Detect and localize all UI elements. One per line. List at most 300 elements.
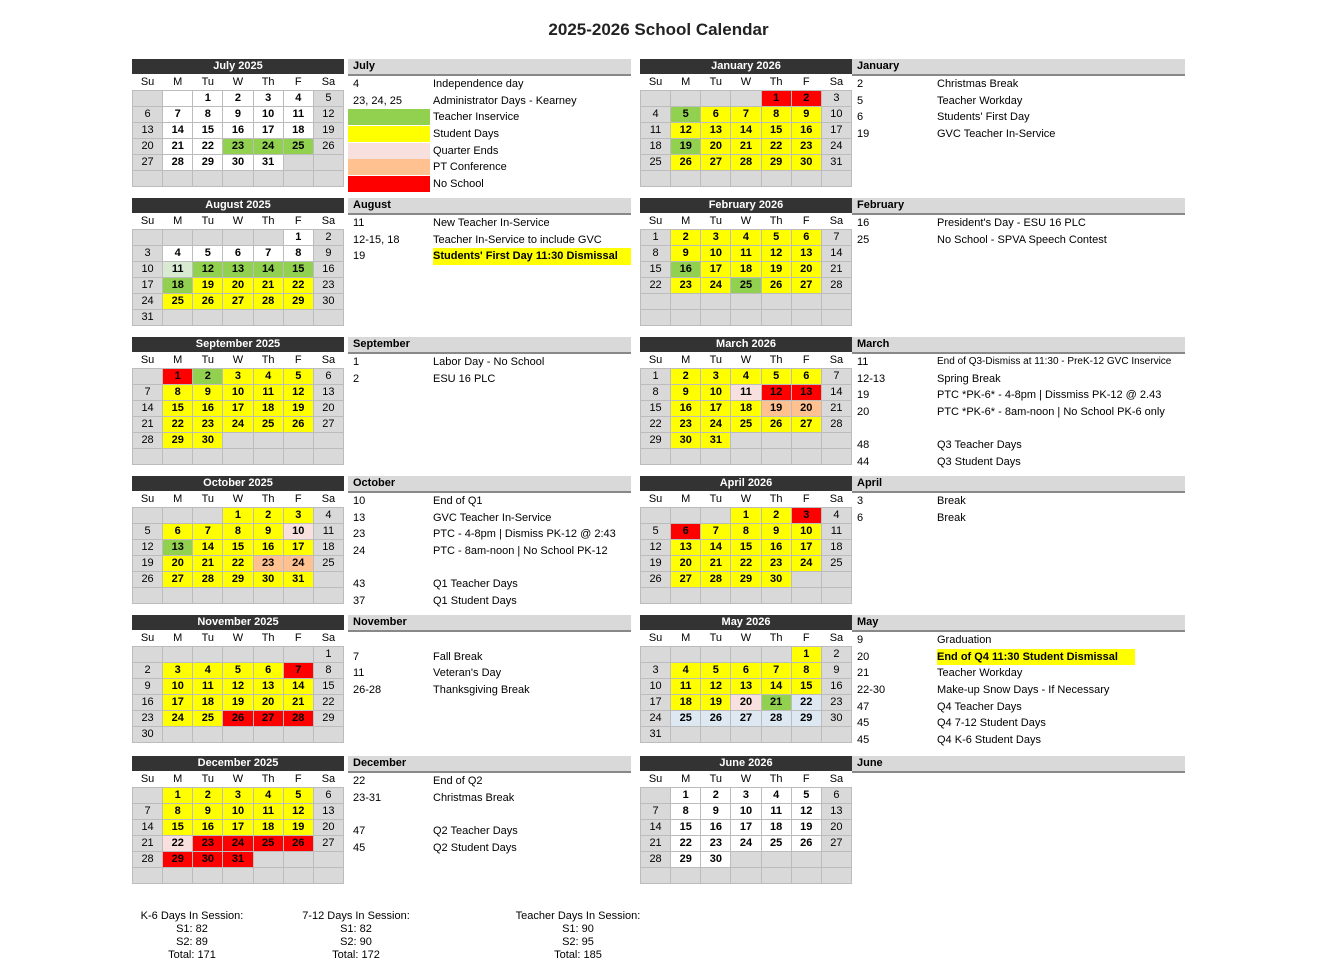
day-cell: 21 (163, 139, 193, 155)
day-cell: 10 (731, 804, 761, 820)
day-cell (193, 171, 223, 187)
day-cell: 21 (253, 278, 283, 294)
event-row (852, 632, 1185, 649)
day-cell (253, 433, 283, 449)
event-date: 13 (353, 511, 366, 524)
weekday-header: Sa (313, 74, 343, 91)
event-description: Teacher Workday (937, 94, 1023, 107)
week-row (641, 294, 852, 310)
day-cell (283, 868, 313, 884)
day-cell: 8 (283, 246, 313, 262)
day-cell (671, 91, 701, 107)
event-description: Q4 7-12 Student Days (937, 717, 1046, 730)
day-cell: 5 (761, 230, 791, 246)
day-cell (313, 433, 343, 449)
week-row (133, 508, 344, 524)
week-row (133, 524, 344, 540)
week-row (641, 852, 852, 868)
weekday-header: Sa (821, 630, 851, 647)
summary-s2: S2: 89 (176, 936, 208, 948)
day-cell (283, 449, 313, 465)
weekday-header: W (731, 491, 761, 508)
month-title: June 2026 (640, 756, 852, 771)
event-row (348, 649, 631, 666)
month-title: December 2025 (132, 756, 344, 771)
event-date: 37 (353, 595, 366, 608)
event-date: 24 (353, 545, 366, 558)
day-cell (313, 572, 343, 588)
day-cell (163, 171, 193, 187)
event-row (348, 371, 631, 388)
day-cell: 17 (701, 401, 731, 417)
day-cell: 27 (223, 294, 253, 310)
day-cell: 20 (313, 820, 343, 836)
day-cell (731, 852, 761, 868)
weekday-header: Tu (701, 771, 731, 788)
event-row (852, 510, 1185, 527)
event-description: PTC *PK-6* - 8am-noon | No School PK-6 only (937, 406, 1165, 419)
month-grid (132, 491, 344, 604)
weekday-header-row (133, 352, 344, 369)
day-cell: 13 (223, 262, 253, 278)
weekday-header: F (283, 352, 313, 369)
week-row (641, 572, 852, 588)
day-cell: 9 (791, 107, 821, 123)
day-cell: 26 (761, 278, 791, 294)
day-cell: 17 (731, 820, 761, 836)
day-cell: 8 (731, 524, 761, 540)
day-cell: 15 (791, 679, 821, 695)
events-heading: November (348, 615, 631, 632)
month-title: September 2025 (132, 337, 344, 352)
month-title: May 2026 (640, 615, 852, 630)
day-cell: 8 (641, 385, 671, 401)
day-cell: 22 (223, 556, 253, 572)
day-cell: 24 (283, 556, 313, 572)
day-cell (283, 588, 313, 604)
day-cell (701, 449, 731, 465)
day-cell: 1 (791, 647, 821, 663)
day-cell: 13 (313, 804, 343, 820)
day-cell (731, 727, 761, 743)
event-description: End of Q4 11:30 Student Dismissal (937, 649, 1135, 666)
month-calendar (640, 615, 852, 743)
week-row (133, 310, 344, 326)
weekday-header: Th (253, 352, 283, 369)
day-cell: 8 (163, 804, 193, 820)
day-cell (791, 294, 821, 310)
week-row (133, 417, 344, 433)
weekday-header: Th (761, 352, 791, 369)
day-cell: 4 (731, 230, 761, 246)
day-cell (731, 449, 761, 465)
weekday-header: Sa (821, 213, 851, 230)
day-cell (701, 294, 731, 310)
month-title: July 2025 (132, 59, 344, 74)
day-cell: 9 (761, 524, 791, 540)
day-cell: 26 (761, 417, 791, 433)
weekday-header-row (133, 213, 344, 230)
event-date: 6 (857, 511, 864, 524)
day-cell: 29 (223, 572, 253, 588)
day-cell: 21 (641, 836, 671, 852)
day-cell (731, 588, 761, 604)
event-row (348, 354, 631, 371)
weekday-header: Su (133, 352, 163, 369)
day-cell (283, 310, 313, 326)
day-cell: 31 (283, 572, 313, 588)
day-cell: 8 (163, 385, 193, 401)
day-cell: 11 (731, 246, 761, 262)
event-row (348, 109, 631, 126)
weekday-header-row (641, 491, 852, 508)
weekday-header: F (791, 491, 821, 508)
day-cell (313, 588, 343, 604)
month-calendar (132, 337, 344, 465)
day-cell (821, 310, 851, 326)
weekday-header-row (641, 74, 852, 91)
event-row (348, 215, 631, 232)
day-cell (133, 508, 163, 524)
day-cell: 25 (821, 556, 851, 572)
event-description: Q2 Teacher Days (433, 825, 518, 838)
day-cell: 22 (163, 417, 193, 433)
day-cell: 21 (821, 262, 851, 278)
day-cell: 25 (193, 711, 223, 727)
event-date: 11 (857, 356, 869, 368)
event-row (348, 526, 631, 543)
day-cell: 12 (641, 540, 671, 556)
day-cell: 11 (193, 679, 223, 695)
event-description: Spring Break (937, 372, 1001, 385)
day-cell (731, 310, 761, 326)
event-date: 2 (353, 372, 360, 385)
event-description: New Teacher In-Service (433, 217, 550, 229)
week-row (641, 91, 852, 107)
day-cell: 27 (791, 417, 821, 433)
day-cell (253, 230, 283, 246)
day-cell: 13 (821, 804, 851, 820)
day-cell: 2 (791, 91, 821, 107)
month-title: March 2026 (640, 337, 852, 352)
month-title: April 2026 (640, 476, 852, 491)
day-cell: 10 (133, 262, 163, 278)
day-cell: 7 (821, 230, 851, 246)
day-cell (283, 727, 313, 743)
weekday-header: F (283, 74, 313, 91)
weekday-header: Tu (701, 630, 731, 647)
day-cell: 24 (133, 294, 163, 310)
day-cell: 10 (223, 804, 253, 820)
days-in-session-summary (138, 910, 246, 962)
event-date: 20 (857, 650, 870, 663)
day-cell: 25 (671, 711, 701, 727)
month-events-panel (852, 337, 1185, 471)
day-cell: 12 (283, 804, 313, 820)
day-cell: 10 (821, 107, 851, 123)
day-cell (821, 449, 851, 465)
event-date: 23 (353, 528, 366, 541)
month-grid (640, 213, 852, 326)
day-cell: 19 (193, 278, 223, 294)
day-cell (253, 171, 283, 187)
day-cell: 14 (761, 679, 791, 695)
weekday-header-row (133, 771, 344, 788)
weekday-header: Tu (193, 352, 223, 369)
day-cell (791, 171, 821, 187)
day-cell: 27 (701, 155, 731, 171)
day-cell: 12 (313, 107, 343, 123)
weekday-header-row (641, 630, 852, 647)
day-cell: 25 (731, 278, 761, 294)
month-grid (132, 74, 344, 187)
month-grid (132, 630, 344, 743)
day-cell: 18 (163, 278, 193, 294)
month-title: August 2025 (132, 198, 344, 213)
event-row (348, 682, 631, 699)
day-cell: 17 (253, 123, 283, 139)
day-cell: 2 (671, 369, 701, 385)
events-heading: August (348, 198, 631, 215)
week-row (133, 804, 344, 820)
week-row (641, 449, 852, 465)
days-in-session-summary (513, 910, 643, 962)
day-cell (701, 508, 731, 524)
day-cell: 25 (253, 836, 283, 852)
day-cell: 18 (283, 123, 313, 139)
weekday-header: Tu (193, 771, 223, 788)
day-cell: 5 (133, 524, 163, 540)
week-row (133, 369, 344, 385)
day-cell: 10 (253, 107, 283, 123)
day-cell (821, 868, 851, 884)
day-cell: 27 (163, 572, 193, 588)
event-date: 22-30 (857, 684, 886, 697)
day-cell: 22 (641, 278, 671, 294)
weekday-header: M (163, 771, 193, 788)
day-cell: 9 (821, 663, 851, 679)
day-cell (283, 171, 313, 187)
day-cell (193, 727, 223, 743)
week-row (641, 171, 852, 187)
day-cell: 30 (133, 727, 163, 743)
day-cell: 13 (133, 123, 163, 139)
day-cell: 28 (283, 711, 313, 727)
day-cell: 4 (761, 788, 791, 804)
weekday-header: Tu (701, 352, 731, 369)
day-cell: 10 (223, 385, 253, 401)
day-cell (313, 727, 343, 743)
day-cell (671, 508, 701, 524)
events-heading: October (348, 476, 631, 493)
day-cell: 20 (313, 401, 343, 417)
week-row (133, 820, 344, 836)
event-description: End of Q2 (433, 775, 483, 787)
day-cell: 24 (223, 417, 253, 433)
week-row (133, 727, 344, 743)
week-row (133, 711, 344, 727)
event-date: 26-28 (353, 684, 382, 697)
day-cell: 16 (133, 695, 163, 711)
weekday-header: Sa (313, 213, 343, 230)
day-cell: 8 (193, 107, 223, 123)
day-cell: 7 (133, 385, 163, 401)
day-cell: 30 (223, 155, 253, 171)
event-row (852, 93, 1185, 110)
week-row (641, 123, 852, 139)
weekday-header: Su (641, 630, 671, 647)
week-row (133, 171, 344, 187)
event-description: PTC - 4-8pm | Dismiss PK-12 @ 2:43 (433, 528, 616, 541)
event-description: Q4 Teacher Days (937, 700, 1022, 713)
day-cell: 15 (163, 820, 193, 836)
day-cell (821, 171, 851, 187)
day-cell (701, 588, 731, 604)
day-cell (283, 647, 313, 663)
week-row (133, 155, 344, 171)
day-cell: 18 (313, 540, 343, 556)
day-cell (791, 572, 821, 588)
day-cell: 8 (671, 804, 701, 820)
day-cell: 12 (283, 385, 313, 401)
day-cell: 9 (253, 524, 283, 540)
week-row (133, 294, 344, 310)
weekday-header: Th (761, 213, 791, 230)
day-cell: 20 (163, 556, 193, 572)
day-cell: 20 (821, 820, 851, 836)
weekday-header: M (163, 352, 193, 369)
weekday-header: F (283, 213, 313, 230)
day-cell: 2 (193, 788, 223, 804)
event-date: 20 (857, 406, 870, 419)
day-cell: 15 (731, 540, 761, 556)
weekday-header: Sa (821, 74, 851, 91)
day-cell: 11 (821, 524, 851, 540)
day-cell (313, 868, 343, 884)
day-cell (671, 171, 701, 187)
day-cell: 14 (133, 401, 163, 417)
day-cell: 19 (133, 556, 163, 572)
day-cell: 17 (821, 123, 851, 139)
day-cell: 5 (671, 107, 701, 123)
month-grid (640, 352, 852, 465)
weekday-header: Tu (701, 74, 731, 91)
event-row (852, 665, 1185, 682)
event-row (852, 215, 1185, 232)
day-cell (223, 727, 253, 743)
event-description: Teacher In-Service to include GVC (433, 233, 602, 246)
day-cell: 6 (253, 663, 283, 679)
day-cell: 24 (223, 836, 253, 852)
day-cell (283, 852, 313, 868)
day-cell (133, 369, 163, 385)
day-cell (731, 294, 761, 310)
day-cell (791, 433, 821, 449)
weekday-header: Sa (821, 491, 851, 508)
day-cell (821, 852, 851, 868)
day-cell: 2 (313, 230, 343, 246)
day-cell: 25 (761, 836, 791, 852)
event-description: ESU 16 PLC (433, 372, 496, 385)
month-calendar (640, 337, 852, 465)
day-cell: 17 (791, 540, 821, 556)
day-cell (313, 449, 343, 465)
day-cell: 28 (133, 433, 163, 449)
day-cell: 30 (761, 572, 791, 588)
event-date: 12-13 (857, 372, 886, 385)
weekday-header: Sa (821, 352, 851, 369)
day-cell: 26 (671, 155, 701, 171)
day-cell (133, 788, 163, 804)
day-cell: 23 (791, 139, 821, 155)
week-row (641, 647, 852, 663)
event-date: 1 (353, 356, 360, 368)
month-events-panel (348, 756, 631, 856)
event-row (348, 632, 631, 649)
day-cell: 9 (313, 246, 343, 262)
day-cell: 22 (791, 695, 821, 711)
day-cell: 24 (731, 836, 761, 852)
day-cell (193, 230, 223, 246)
day-cell: 7 (731, 107, 761, 123)
week-row (133, 836, 344, 852)
week-row (133, 401, 344, 417)
day-cell: 23 (761, 556, 791, 572)
weekday-header: W (223, 771, 253, 788)
event-description: PTC *PK-6* - 4-8pm | Dissmiss PK-12 @ 2.43 (937, 389, 1162, 402)
weekday-header: Th (253, 630, 283, 647)
day-cell: 31 (253, 155, 283, 171)
day-cell: 18 (253, 820, 283, 836)
day-cell (671, 294, 701, 310)
day-cell: 16 (761, 540, 791, 556)
day-cell: 13 (791, 385, 821, 401)
event-date: 23, 24, 25 (353, 94, 402, 107)
day-cell (223, 588, 253, 604)
weekday-header: F (283, 491, 313, 508)
day-cell (641, 449, 671, 465)
day-cell (701, 171, 731, 187)
day-cell: 20 (223, 278, 253, 294)
day-cell (761, 868, 791, 884)
day-cell: 4 (193, 663, 223, 679)
day-cell: 17 (283, 540, 313, 556)
day-cell: 5 (791, 788, 821, 804)
weekday-header: Su (133, 74, 163, 91)
event-description: Q4 K-6 Student Days (937, 734, 1041, 747)
day-cell: 15 (641, 262, 671, 278)
week-row (133, 588, 344, 604)
event-date: 48 (857, 439, 870, 452)
weekday-header: M (163, 74, 193, 91)
day-cell (761, 727, 791, 743)
day-cell: 24 (701, 417, 731, 433)
day-cell (641, 171, 671, 187)
event-description: Break (937, 511, 966, 524)
day-cell: 1 (731, 508, 761, 524)
day-cell (223, 433, 253, 449)
summary-total: Total: 185 (554, 949, 602, 961)
legend-label: Teacher Inservice (433, 111, 520, 124)
day-cell (701, 868, 731, 884)
day-cell: 23 (253, 556, 283, 572)
month-events-panel (348, 615, 631, 699)
event-description: Thanksgiving Break (433, 684, 530, 697)
week-row (641, 540, 852, 556)
event-date: 6 (857, 111, 864, 124)
day-cell: 16 (313, 262, 343, 278)
day-cell: 13 (671, 540, 701, 556)
